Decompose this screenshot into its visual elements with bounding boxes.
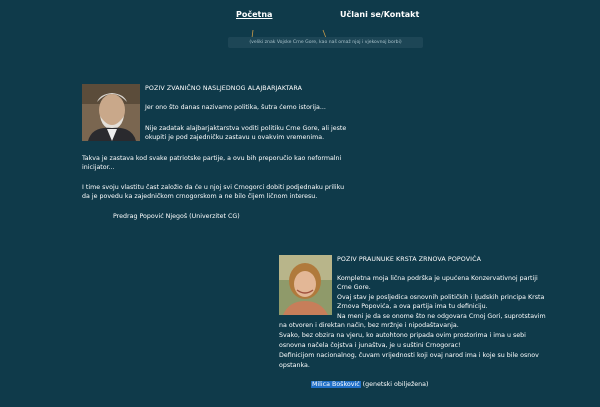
article2-paragraph: osnovna načela čojstva i junaštva, je u suštini Crnogorac! [279,342,461,349]
portrait-predrag-popovic [82,84,140,141]
nav-join-contact-link[interactable]: Učlani se/Kontakt [340,10,420,19]
nav-home-link[interactable]: Početna [236,10,273,19]
article2-heading: POZIV PRAUNUKE KRSTA ZRNOVA POPOVIĆA [337,256,481,263]
emblem-caption-banner: (veliki znak Vojske Crne Gore, kao naš omaž njoj i vjekovnoj borbi) [228,37,423,48]
article2-paragraph: Kompletna moja lična podrška je upućena Konzervativnoj partiji [337,275,538,282]
article2-paragraph: opstanka. [279,362,310,369]
article1-paragraph: Jer ono što danas nazivamo politika, šutra ćemo istorija... [145,104,326,111]
article2-paragraph: Zrnova Popovića, a ova partija ima tu definiciju. [337,303,488,310]
signature-name-highlight[interactable]: Milica Bošković [312,381,360,388]
article2-paragraph: Ovaj stav je posljedica osnovnih političkih i ljudskih principa Krsta [337,294,545,301]
article2-paragraph: na otvoren i direktan način, bez mržnje i nipodaštavanja. [279,322,459,329]
portrait-milica-boskovic [279,255,332,315]
article2-paragraph: Crne Gore. [337,284,371,291]
article1-paragraph: Nije zadatak alajbarjaktarstva voditi politiku Crne Gore, ali jeste [145,125,347,132]
article2-paragraph: Definicijom nacionalnog, čuvam vrijednosti koji ovaj narod ima i koje su bile osnov [279,352,539,359]
article2-paragraph: Na meni je da se onome što ne odgovara Crnoj Gori, suprotstavim [337,313,546,320]
article1-signature: Predrag Popović Njegoš (Univerzitet CG) [113,213,240,220]
article1-heading: POZIV ZVANIČNO NASLJEDNOG ALAJBARJAKTARA [145,85,303,92]
article1-paragraph: I time svoju vlastitu čast založio da će u njoj svi Crnogorci dobiti podjednaku priliku [82,184,345,191]
article1-paragraph: da je povedu ka zajedničkom crnogorskom a ne bilo čijem ličnom interesu. [82,193,318,200]
article2-paragraph: Svako, bez obzira na vjeru, ko autohtono pripada ovim prostorima i ima u sebi [279,332,526,339]
article2-signature [311,380,428,389]
signature-note: (genetski obilježena) [360,381,429,388]
top-ornament [0,0,600,4]
article1-paragraph: inicijator... [82,164,115,171]
article1-paragraph: Takva je zastava kod svake patriotske partije, a ovu bih preporučio kao neformalni [82,155,342,162]
article1-paragraph: okupiti je pod zajedničku zastavu u ovakvim vremenima. [145,134,325,141]
